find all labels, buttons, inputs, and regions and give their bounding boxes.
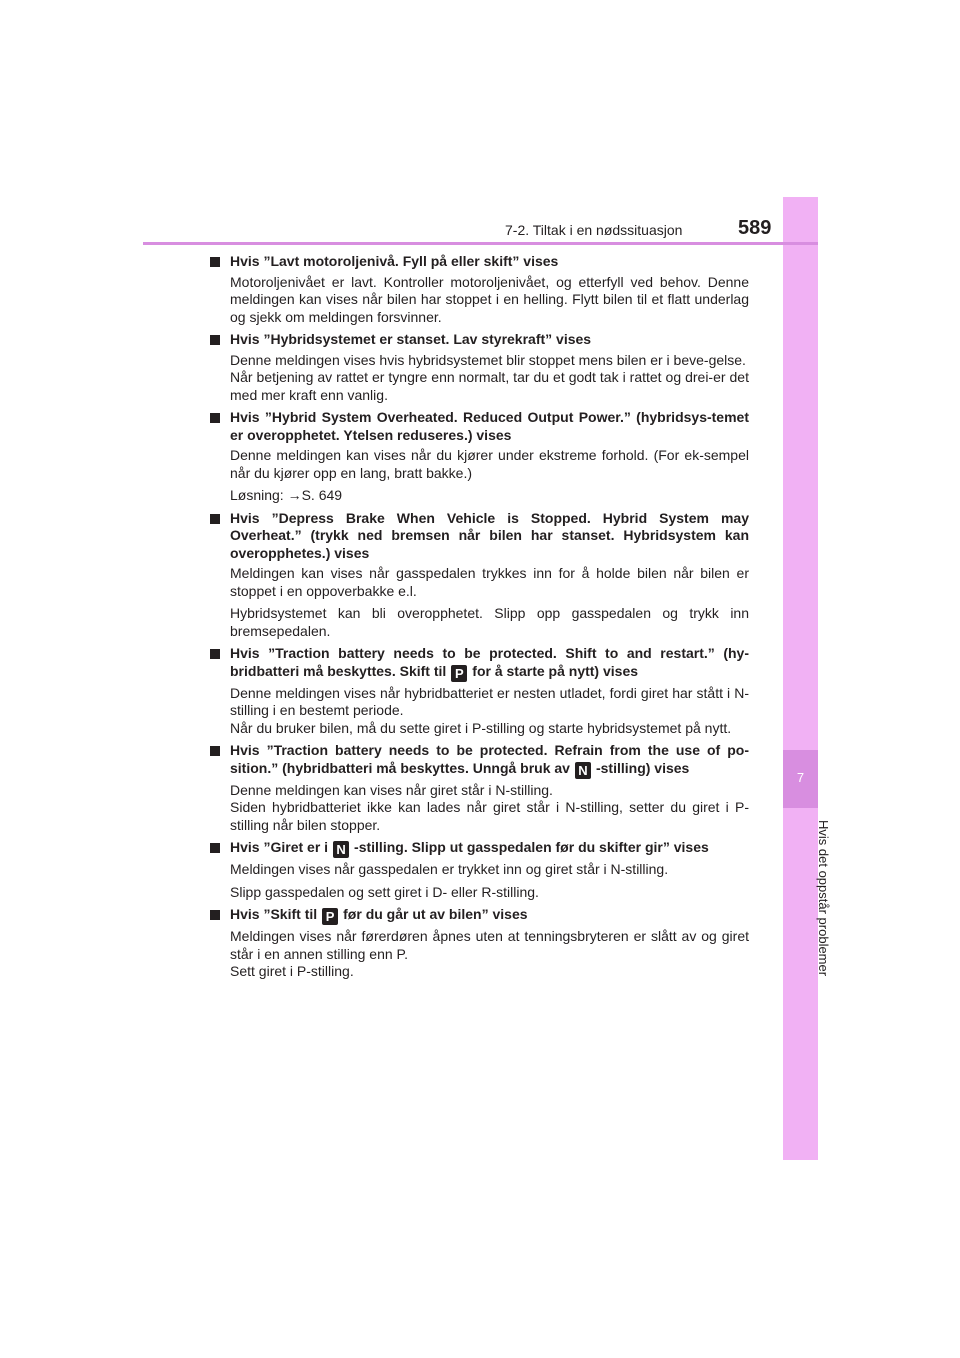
bullet-icon xyxy=(210,413,220,423)
item-text: Denne meldingen vises hvis hybridsystemet blir stoppet mens bilen er i beve-gelse. xyxy=(230,351,746,368)
item-title: Hvis ”Lavt motoroljenivå. Fyll på eller skift” vises xyxy=(230,253,559,269)
item-text: Motoroljenivået er lavt. Kontroller motoroljenivået, og etterfyll ved behov. Denne meldingen kan vises når bilen har stoppet i en helling. Flytt bilen til et flatt underlag og sjekk om meldingen forsvinner. xyxy=(230,273,749,325)
item-text: Hybridsystemet kan bli overopphetet. Slipp opp gasspedalen og trykk inn bremsepedalen. xyxy=(230,605,749,639)
item-title: Hvis ”Skift til xyxy=(230,906,318,922)
item-text: Denne meldingen kan vises når giret står i N-stilling. xyxy=(230,781,553,798)
item-title: Hvis ”Giret er i xyxy=(230,839,329,855)
chapter-title: Hvis det oppstår problemer xyxy=(816,820,831,977)
side-tab xyxy=(783,197,818,1160)
item-text: Meldingen kan vises når gasspedalen trykkes inn for å holde bilen når bilen er stoppet i en oppoverbakke e.l. xyxy=(230,565,749,599)
item-text: Denne meldingen vises når hybridbatteriet er nesten utladet, fordi giret har stått i N-stilling i en bestemt periode. xyxy=(230,684,749,718)
gear-n-icon: N xyxy=(333,841,349,858)
message-item xyxy=(209,409,749,505)
message-item xyxy=(209,645,749,737)
item-title-end: før du går ut av bilen” vises xyxy=(343,906,528,922)
item-title: Hvis ”Depress Brake When Vehicle is Stopped. Hybrid System may Overheat.” (trykk ned bremsen når bilen har stanset. Hybridsystem kan overopphetes.) vises xyxy=(230,509,749,561)
gear-p-icon: P xyxy=(322,908,338,925)
message-item xyxy=(209,839,749,901)
item-text: Siden hybridbatteriet ikke kan lades når giret står i N-stilling, setter du giret i P-stilling når bilen stopper. xyxy=(230,799,749,833)
item-text: Løsning: →S. 649 xyxy=(230,487,343,503)
bullet-icon xyxy=(210,257,220,267)
page-content xyxy=(209,253,749,986)
page-number: 589 xyxy=(738,217,772,239)
item-title-end: -stilling) vises xyxy=(595,759,690,776)
message-item xyxy=(209,906,749,981)
bullet-icon xyxy=(210,746,220,756)
item-text: Denne meldingen kan vises når du kjører under ekstreme forhold. (For ek-sempel når du kjører opp en lang, bratt bakke.) xyxy=(230,447,749,481)
gear-n-icon: N xyxy=(575,762,591,779)
bullet-icon xyxy=(210,649,220,659)
gear-p-icon: P xyxy=(451,665,467,682)
bullet-icon xyxy=(210,514,220,524)
section-title: 7-2. Tiltak i en nødssituasjon xyxy=(505,222,683,238)
item-title-end: for å starte på nytt) vises xyxy=(472,662,639,679)
item-title: Hvis ”Traction battery needs to be protected. Shift to and restart.” (hy-bridbatteri må beskyttes. Skift til xyxy=(230,645,749,679)
header-rule xyxy=(143,242,818,245)
message-item xyxy=(209,742,749,834)
item-text: Når du bruker bilen, må du sette giret i P-stilling og starte hybridsystemet på nytt. xyxy=(230,719,732,736)
bullet-icon xyxy=(210,910,220,920)
message-item xyxy=(209,510,749,641)
item-text: Meldingen vises når førerdøren åpnes uten at tenningsbryteren er slått av og giret står i en annen stilling enn P. xyxy=(230,928,749,962)
message-item xyxy=(209,331,749,404)
item-text: Sett giret i P-stilling. xyxy=(230,963,354,979)
item-title: Hvis ”Hybridsystemet er stanset. Lav styrekraft” vises xyxy=(230,331,592,347)
bullet-icon xyxy=(210,843,220,853)
item-text: Slipp gasspedalen og sett giret i D- eller R-stilling. xyxy=(230,883,539,900)
item-title: Hvis ”Hybrid System Overheated. Reduced Output Power.” (hybridsys-temet er overopphetet. Ytelsen reduseres.) vises xyxy=(230,409,749,443)
chapter-number: 7 xyxy=(796,770,805,785)
item-title: Hvis ”Traction battery needs to be protected. Refrain from the use of po-sition.” (hybridbatteri må beskyttes. Unngå bruk av xyxy=(230,742,749,776)
message-item xyxy=(209,253,749,326)
bullet-icon xyxy=(210,335,220,345)
item-text: Når betjening av rattet er tyngre enn normalt, tar du et godt tak i rattet og drei-er det med mer kraft enn vanlig. xyxy=(230,369,749,403)
item-text: Meldingen vises når gasspedalen er trykket inn og giret står i N-stilling. xyxy=(230,861,669,877)
item-title-end: -stilling. Slipp ut gasspedalen før du skifter gir” vises xyxy=(354,839,709,855)
